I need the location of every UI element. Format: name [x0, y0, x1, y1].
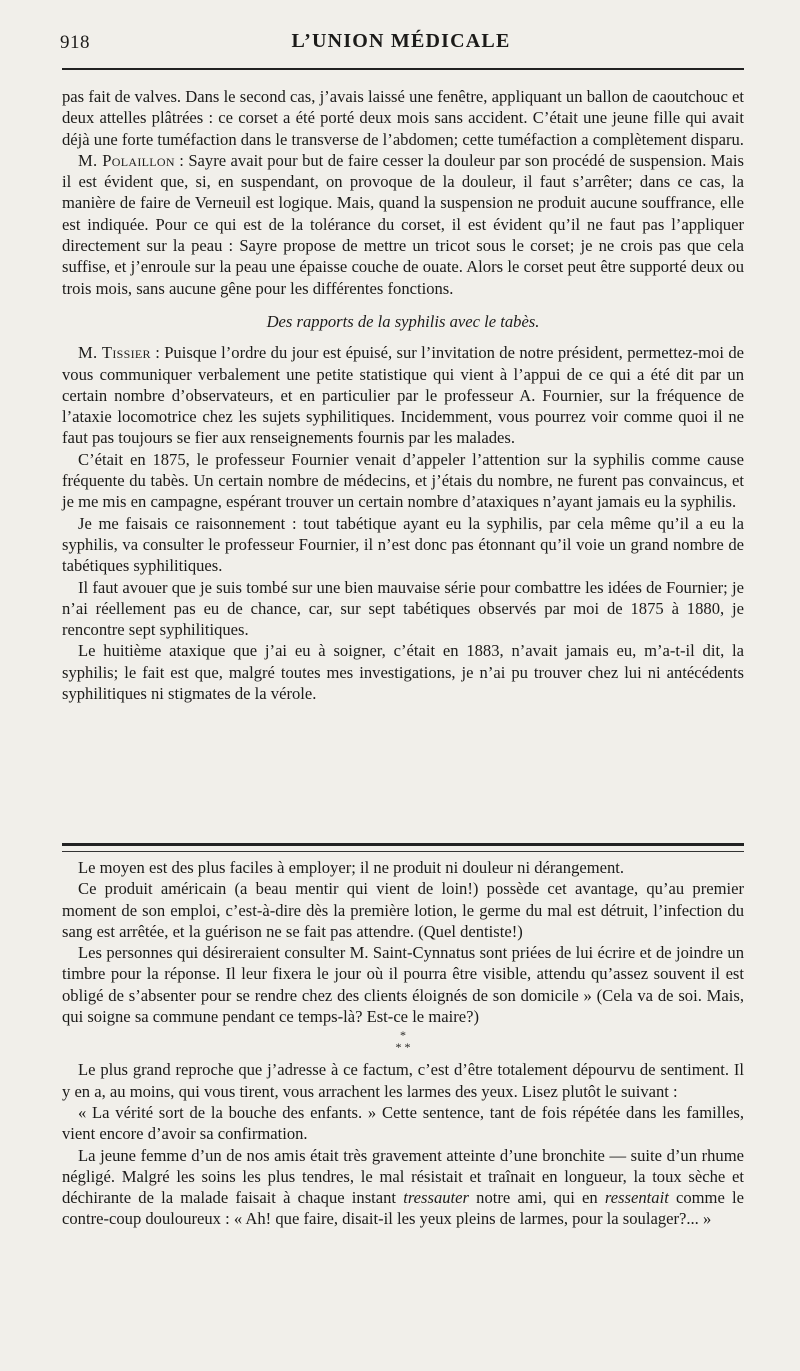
feuilleton-body	[62, 857, 744, 1230]
article-paragraph: Je me faisais ce raisonnement : tout tabétique ayant eu la syphilis, par cela même qu’il a eu la syphilis, va consulter le professeur Fournier, il n’est donc pas étonnant qu’il voie un grand nombre de tabétiques syphilitiques.	[62, 513, 744, 576]
feuilleton-paragraph: Le moyen est des plus faciles à employer; il ne produit ni douleur ni dérangement.	[78, 858, 625, 877]
feuilleton-paragraph: Le plus grand reproche que j’adresse à ce factum, c’est d’être totalement dépourvu de sentiment. Il y en a, au moins, qui vous tirent, vous arrachent les larmes des yeux. Lisez plutôt le suivant :	[62, 1060, 744, 1101]
feuilleton-paragraph: « La vérité sort de la bouche des enfants. » Cette sentence, tant de fois répétée dans les familles, vient encore d’avoir sa confirmation.	[62, 1102, 744, 1144]
article-paragraph: pas fait de valves. Dans le second cas, j’avais laissé une fenêtre, appliquant un ballon de caoutchouc et deux attelles plâtrées : ce corset a été porté deux mois sans accident. C’était une jeune fille qui avait déjà une forte tuméfaction dans le transverse de l’abdomen; cette tuméfaction a complètement disparu.	[62, 87, 744, 149]
section-subheading: Des rapports de la syphilis avec le tabès.	[266, 311, 540, 331]
feuilleton-paragraph: Ce produit américain (a beau mentir qui vient de loin!) possède cet avantage, qu’au premier moment de son emploi, c’est-à-dire dès la première lotion, le germe du mal est détruit, l’infection du sang est arrêtée, et la guérison ne se fait pas attendre. (Quel dentiste!)	[62, 879, 744, 941]
speech-text: : Puisque l’ordre du jour est épuisé, sur l’invitation de notre président, permettez-moi de vous communiquer verbalement une petite statistique qui vient à l’appui de ce qui a été dit par un certain nombre d’observateurs, et en particulier par le professeur A. Fournier, sur la fréquence de l’ataxie locomotrice chez les sujets syphilitiques. Incidemment, vous pourrez voir comme quoi il ne faut pas toujours se fier aux renseignements fournis par les malades.	[62, 343, 744, 448]
header-rule	[62, 68, 744, 70]
feuilleton-separator	[62, 843, 744, 852]
article-paragraph	[62, 342, 744, 448]
speaker-name: M. Polaillon	[78, 150, 175, 170]
article-paragraph: Il faut avouer que je suis tombé sur une bien mauvaise série pour combattre les idées de Fournier; je n’ai réellement pas eu de chance, car, sur sept tabétiques observés par moi de 1875 à 1880, je rencontre sept syphilitiques.	[62, 577, 744, 640]
article-body	[62, 86, 744, 704]
text-run: notre ami, qui en	[469, 1188, 605, 1208]
article-paragraph	[62, 150, 744, 299]
star-top: *	[400, 1028, 406, 1043]
speaker-name: M. Tissier	[78, 343, 151, 363]
speech-text: : Sayre avait pour but de faire cesser la douleur par son procédé de suspension. Mais il est évident que, si, en suspendant, on provoque de la douleur, il faut s’arrêter; dans ce cas, la manière de faire de Verneuil est logique. Mais, quand la suspension ne produit aucune souffrance, elle est indiquée. Pour ce qui est de la tolérance du corset, il est évident qu’il ne faut pas l’appliquer directement sur la peau : Sayre propose de mettre un tricot sous le corset; je ne crois pas que cela suffise, et j’enroule sur la peau une épaisse couche de ouate. Alors le corset peut être supporté deux ou trois mois, sans aucune gêne pour les différentes fonctions.	[62, 150, 744, 298]
italic-word: tressauter	[403, 1188, 469, 1208]
feuilleton-paragraph: Les personnes qui désireraient consulter M. Saint-Cynnatus sont priées de lui écrire et de joindre un timbre pour la réponse. Il leur fixera le jour où il pourra être visible, attendu qu’assez souvent il est obligé de s’absenter pour se rendre chez des clients éloignés de son domicile » (Cela va de soi. Mais, qui soigne sa commune pendant ce temps-là? Est-ce le maire?)	[62, 943, 744, 1027]
section-break-stars	[62, 1029, 744, 1053]
star-bottom: * *	[395, 1040, 411, 1055]
text-run: La jeune femme d’un de nos amis était très gravement atteinte d’une bronchite — suite d’un rhume négligé. Malgré les soins les plus tendres, le mal résistait et traînait en longueur, la toux sèche et déchirante de la malade faisait à chaque instant	[62, 1145, 744, 1208]
article-paragraph: C’était en 1875, le professeur Fournier venait d’appeler l’attention sur la syphilis comme cause fréquente du tabès. Un certain nombre de médecins, et j’étais du nombre, ne furent pas convaincus, et je me mis en campagne, espérant trouver un certain nombre d’ataxiques n’ayant jamais eu la syphilis.	[62, 449, 744, 512]
journal-title: L’UNION MÉDICALE	[291, 30, 511, 52]
italic-word: ressentait	[604, 1188, 669, 1208]
article-paragraph: Le huitième ataxique que j’ai eu à soigner, c’était en 1883, n’avait jamais eu, m’a-t-il dit, la syphilis; le fait est que, malgré toutes mes investigations, je n’ai pu trouver chez lui ni antécédents syphilitiques ni stigmates de la vérole.	[62, 641, 744, 704]
page-header	[60, 28, 742, 60]
page-number: 918	[60, 32, 90, 53]
feuilleton-paragraph	[62, 1145, 744, 1230]
text-run: comme le contre-coup douloureux : « Ah! que faire, disait-il les yeux pleins de larmes, pour la soulager?... »	[62, 1188, 744, 1229]
